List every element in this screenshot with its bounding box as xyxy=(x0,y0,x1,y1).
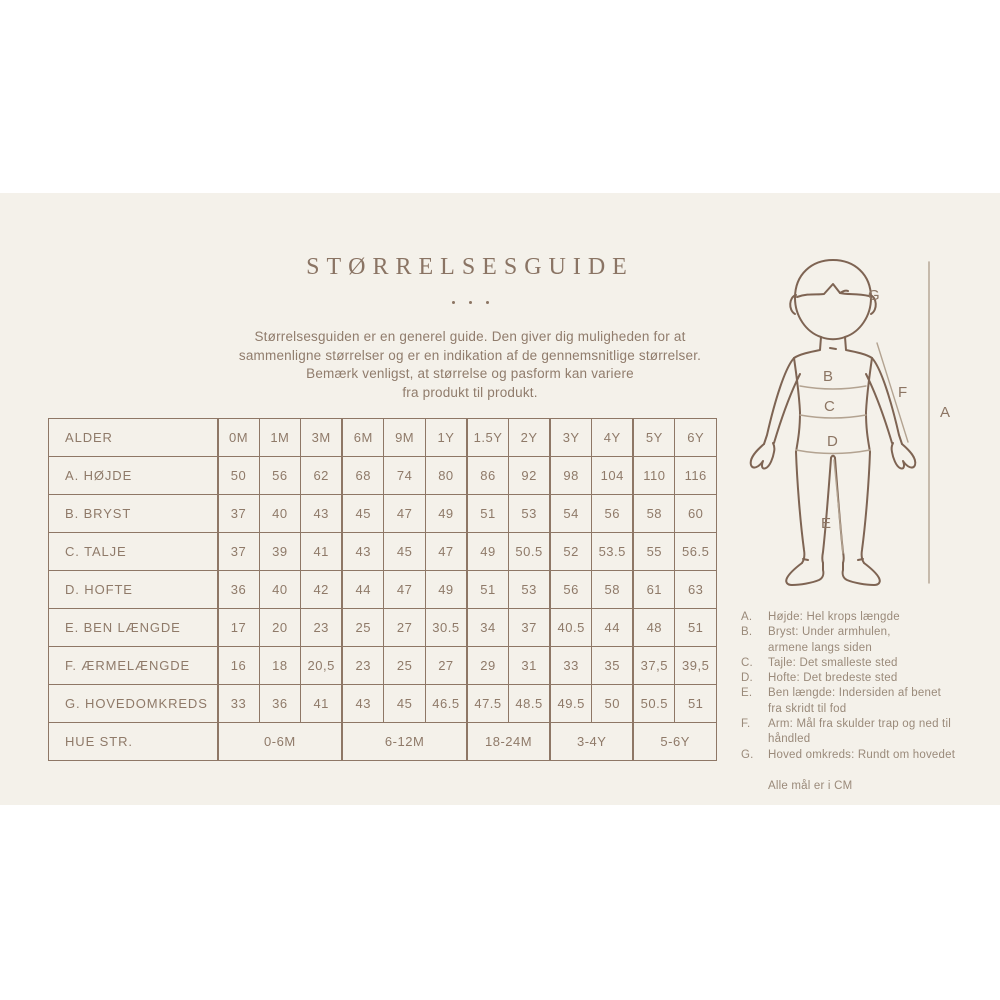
size-table-row xyxy=(49,533,717,571)
intro-line: Størrelsesguiden er en generel guide. Den giver dig muligheden for at xyxy=(254,329,686,344)
size-table-cell: 47 xyxy=(384,571,426,609)
figure-label-e: E xyxy=(821,515,833,532)
size-table-cell: 30.5 xyxy=(425,609,467,647)
intro-line: fra produkt til produkt. xyxy=(402,384,538,400)
size-table-cell: 54 xyxy=(550,495,592,533)
figure-torso-left xyxy=(794,358,800,452)
size-table-cell: 43 xyxy=(342,685,384,723)
size-table-cell: 23 xyxy=(342,647,384,685)
figure-neck-left xyxy=(794,337,821,358)
size-table-hat-cell: 6-12M xyxy=(342,723,467,761)
figure-label-b: B xyxy=(823,368,835,385)
size-table-row-label: C. TALJE xyxy=(49,533,218,571)
size-table-cell: 60 xyxy=(675,495,717,533)
legend-item-text xyxy=(768,671,976,686)
figure-label-c: C xyxy=(824,398,836,415)
size-table-cell: 37 xyxy=(218,495,260,533)
size-table-cell: 29 xyxy=(467,647,509,685)
child-figure-illustration xyxy=(740,240,970,610)
size-table-header-cell: 3M xyxy=(301,419,343,457)
legend-item-line: Bryst: Under armhulen, xyxy=(768,626,891,639)
intro-line: sammenligne størrelser og er en indikation af de gennemsnitlige størrelser. xyxy=(238,347,702,363)
figure-head xyxy=(795,260,871,339)
figure-hand-right xyxy=(892,443,916,469)
legend-item-text xyxy=(768,656,976,671)
figure-neck-right xyxy=(845,337,872,358)
size-table-row-label: A. HØJDE xyxy=(49,457,218,495)
figure-arm-left-inner xyxy=(774,374,800,443)
size-table-cell: 86 xyxy=(467,457,509,495)
legend-item-line: fra skridt til fod xyxy=(768,702,847,715)
legend-item xyxy=(741,748,976,763)
figure-arm-right-outer xyxy=(872,358,902,444)
size-table-header-cell: 5Y xyxy=(633,419,675,457)
figure-hand-left xyxy=(751,443,775,469)
size-table-cell: 98 xyxy=(550,457,592,495)
legend-item xyxy=(741,610,976,625)
size-table-cell: 56 xyxy=(550,571,592,609)
size-table-cell: 34 xyxy=(467,609,509,647)
figure-foot-right xyxy=(843,563,880,585)
size-table-cell: 37 xyxy=(509,609,551,647)
size-table-header-cell: 4Y xyxy=(592,419,634,457)
size-table-cell: 51 xyxy=(675,609,717,647)
size-table-cell: 50.5 xyxy=(633,685,675,723)
size-table-cell: 58 xyxy=(633,495,675,533)
size-table-header-cell: 0M xyxy=(218,419,260,457)
size-table-cell: 44 xyxy=(592,609,634,647)
size-table-cell: 27 xyxy=(425,647,467,685)
size-table-header-row xyxy=(49,419,717,457)
size-table-cell: 56 xyxy=(259,457,301,495)
legend-item xyxy=(741,717,976,748)
size-table-cell: 37 xyxy=(218,533,260,571)
legend-item-line: Hoved omkreds: Rundt om hovedet xyxy=(768,748,956,761)
size-table-cell: 51 xyxy=(467,495,509,533)
figure-foot-left xyxy=(786,563,823,585)
size-table-cell: 40 xyxy=(259,571,301,609)
size-table-cell: 53 xyxy=(509,571,551,609)
size-table-hat-cell: 5-6Y xyxy=(633,723,716,761)
legend-item-line: Ben længde: Indersiden af benet xyxy=(768,687,942,700)
legend-note: Alle mål er i CM xyxy=(768,779,853,792)
size-table-cell: 23 xyxy=(301,609,343,647)
size-table-cell: 47 xyxy=(384,495,426,533)
size-table-header-cell: 2Y xyxy=(509,419,551,457)
measurement-legend xyxy=(741,610,976,794)
size-table-cell: 20 xyxy=(259,609,301,647)
dot-icon xyxy=(469,301,472,304)
intro-line: Bemærk venligst, at størrelse og pasform kan variere xyxy=(306,366,634,381)
measure-line-hip xyxy=(796,450,870,454)
size-table-cell: 31 xyxy=(509,647,551,685)
size-table-cell: 47 xyxy=(425,533,467,571)
size-table-cell: 110 xyxy=(633,457,675,495)
size-table-row-label: B. BRYST xyxy=(49,495,218,533)
size-table-cell: 116 xyxy=(675,457,717,495)
legend-item-key: G. xyxy=(741,748,754,761)
size-table-cell: 25 xyxy=(342,609,384,647)
size-table-cell: 41 xyxy=(301,685,343,723)
size-table-cell: 20,5 xyxy=(301,647,343,685)
size-table-header-cell: ALDER xyxy=(49,419,218,457)
figure-leg-left-inner xyxy=(822,458,831,563)
legend-item-key: F. xyxy=(741,718,751,731)
figure-neck-notch xyxy=(830,348,836,349)
legend-item-line: Højde: Hel krops længde xyxy=(768,611,900,623)
size-table-header-cell: 1M xyxy=(259,419,301,457)
legend-item-text xyxy=(768,717,976,748)
figure-arm-left-outer xyxy=(764,358,794,444)
size-table-cell: 74 xyxy=(384,457,426,495)
size-table-row xyxy=(49,609,717,647)
dot-icon xyxy=(486,301,489,304)
size-table-cell: 33 xyxy=(550,647,592,685)
legend-item xyxy=(741,671,976,686)
size-table-cell: 46.5 xyxy=(425,685,467,723)
legend-item-line: Tajle: Det smalleste sted xyxy=(768,656,898,669)
size-table-cell: 37,5 xyxy=(633,647,675,685)
figure-leg-right-outer xyxy=(862,452,870,563)
figure-leg-left-outer xyxy=(796,452,804,563)
legend-item-text xyxy=(768,610,976,625)
size-table-cell: 39 xyxy=(259,533,301,571)
size-table-cell: 49 xyxy=(425,495,467,533)
size-table-hat-cell: 3-4Y xyxy=(550,723,633,761)
legend-item xyxy=(741,625,976,656)
size-table-header-cell: 1Y xyxy=(425,419,467,457)
figure-arm-right-inner xyxy=(866,374,892,443)
size-table-cell: 49.5 xyxy=(550,685,592,723)
legend-item-text xyxy=(768,625,976,656)
size-table-cell: 50 xyxy=(592,685,634,723)
legend-item-key: E. xyxy=(741,687,753,700)
size-table-row-label: F. ÆRMELÆNGDE xyxy=(49,647,218,685)
figure-hair-flick xyxy=(840,291,848,293)
legend-item-key: D. xyxy=(741,672,753,685)
size-table-header-cell: 6Y xyxy=(675,419,717,457)
size-table-cell: 45 xyxy=(384,685,426,723)
size-table-row xyxy=(49,457,717,495)
size-table-cell: 50.5 xyxy=(509,533,551,571)
figure-ankle-left xyxy=(803,559,808,560)
size-table-cell: 17 xyxy=(218,609,260,647)
size-table-cell: 39,5 xyxy=(675,647,717,685)
size-table-cell: 40.5 xyxy=(550,609,592,647)
size-table-cell: 53 xyxy=(509,495,551,533)
size-table-cell: 55 xyxy=(633,533,675,571)
legend-items xyxy=(741,610,976,763)
size-table-hat-cell: 18-24M xyxy=(467,723,550,761)
size-table-cell: 104 xyxy=(592,457,634,495)
size-table-cell: 68 xyxy=(342,457,384,495)
size-table xyxy=(48,418,717,761)
legend-item-key: C. xyxy=(741,656,753,669)
size-table-cell: 53.5 xyxy=(592,533,634,571)
legend-item-text xyxy=(768,748,976,763)
figure-label-f: F xyxy=(898,384,909,401)
size-table-row xyxy=(49,685,717,723)
size-table-cell: 36 xyxy=(218,571,260,609)
size-table-row xyxy=(49,571,717,609)
measure-line-leg xyxy=(834,460,843,553)
size-table-cell: 42 xyxy=(301,571,343,609)
size-table-cell: 41 xyxy=(301,533,343,571)
size-table-cell: 56 xyxy=(592,495,634,533)
size-table-cell: 51 xyxy=(675,685,717,723)
figure-torso-right xyxy=(866,358,872,452)
size-table-hat-row xyxy=(49,723,717,761)
legend-item xyxy=(741,656,976,671)
size-table-cell: 62 xyxy=(301,457,343,495)
size-table-cell: 45 xyxy=(384,533,426,571)
legend-item-line: armene langs siden xyxy=(768,641,872,654)
legend-item-key: B. xyxy=(741,626,753,639)
size-table-cell: 48 xyxy=(633,609,675,647)
size-table-row xyxy=(49,495,717,533)
size-table-header-cell: 9M xyxy=(384,419,426,457)
page-title: STØRRELSESGUIDE xyxy=(306,254,634,280)
size-table-row-label: G. HOVEDOMKREDS xyxy=(49,685,218,723)
dot-icon xyxy=(452,301,455,304)
figure-label-a: A xyxy=(940,404,952,421)
size-table-cell: 61 xyxy=(633,571,675,609)
size-table-cell: 48.5 xyxy=(509,685,551,723)
size-table-cell: 51 xyxy=(467,571,509,609)
legend-item-text xyxy=(768,686,976,717)
size-table-cell: 27 xyxy=(384,609,426,647)
size-table-cell: 49 xyxy=(467,533,509,571)
legend-item-key: A. xyxy=(741,611,753,623)
size-table-cell: 47.5 xyxy=(467,685,509,723)
size-table-cell: 43 xyxy=(301,495,343,533)
size-table-header-cell: 1.5Y xyxy=(467,419,509,457)
figure-label-g: G xyxy=(868,287,881,304)
figure-ankle-right xyxy=(858,559,863,560)
size-table-cell: 16 xyxy=(218,647,260,685)
size-table-cell: 33 xyxy=(218,685,260,723)
size-table-row-label: HUE STR. xyxy=(49,723,218,761)
size-table-row-label: D. HOFTE xyxy=(49,571,218,609)
size-table-cell: 50 xyxy=(218,457,260,495)
size-table-cell: 58 xyxy=(592,571,634,609)
size-table-cell: 80 xyxy=(425,457,467,495)
size-table-hat-cell: 0-6M xyxy=(218,723,343,761)
size-table-cell: 49 xyxy=(425,571,467,609)
legend-item-line: Hofte: Det bredeste sted xyxy=(768,672,898,685)
size-table-cell: 43 xyxy=(342,533,384,571)
size-table-cell: 44 xyxy=(342,571,384,609)
size-table-header-cell: 3Y xyxy=(550,419,592,457)
size-table-cell: 25 xyxy=(384,647,426,685)
size-table-cell: 18 xyxy=(259,647,301,685)
measure-line-chest xyxy=(800,386,866,389)
size-table-cell: 63 xyxy=(675,571,717,609)
legend-item-line: Arm: Mål fra skulder trap og ned til xyxy=(768,718,951,731)
size-table-cell: 40 xyxy=(259,495,301,533)
size-table-cell: 52 xyxy=(550,533,592,571)
size-table-header-cell: 6M xyxy=(342,419,384,457)
size-table-cell: 92 xyxy=(509,457,551,495)
figure-label-d: D xyxy=(827,433,839,450)
size-table-cell: 45 xyxy=(342,495,384,533)
size-table-cell: 36 xyxy=(259,685,301,723)
size-table-cell: 35 xyxy=(592,647,634,685)
size-table-row xyxy=(49,647,717,685)
legend-item-line: håndled xyxy=(768,733,811,746)
measure-line-waist xyxy=(800,415,866,418)
figure-hair-line xyxy=(797,284,869,297)
legend-item xyxy=(741,686,976,717)
figure-crotch xyxy=(831,456,835,458)
size-table-row-label: E. BEN LÆNGDE xyxy=(49,609,218,647)
size-table-cell: 56.5 xyxy=(675,533,717,571)
